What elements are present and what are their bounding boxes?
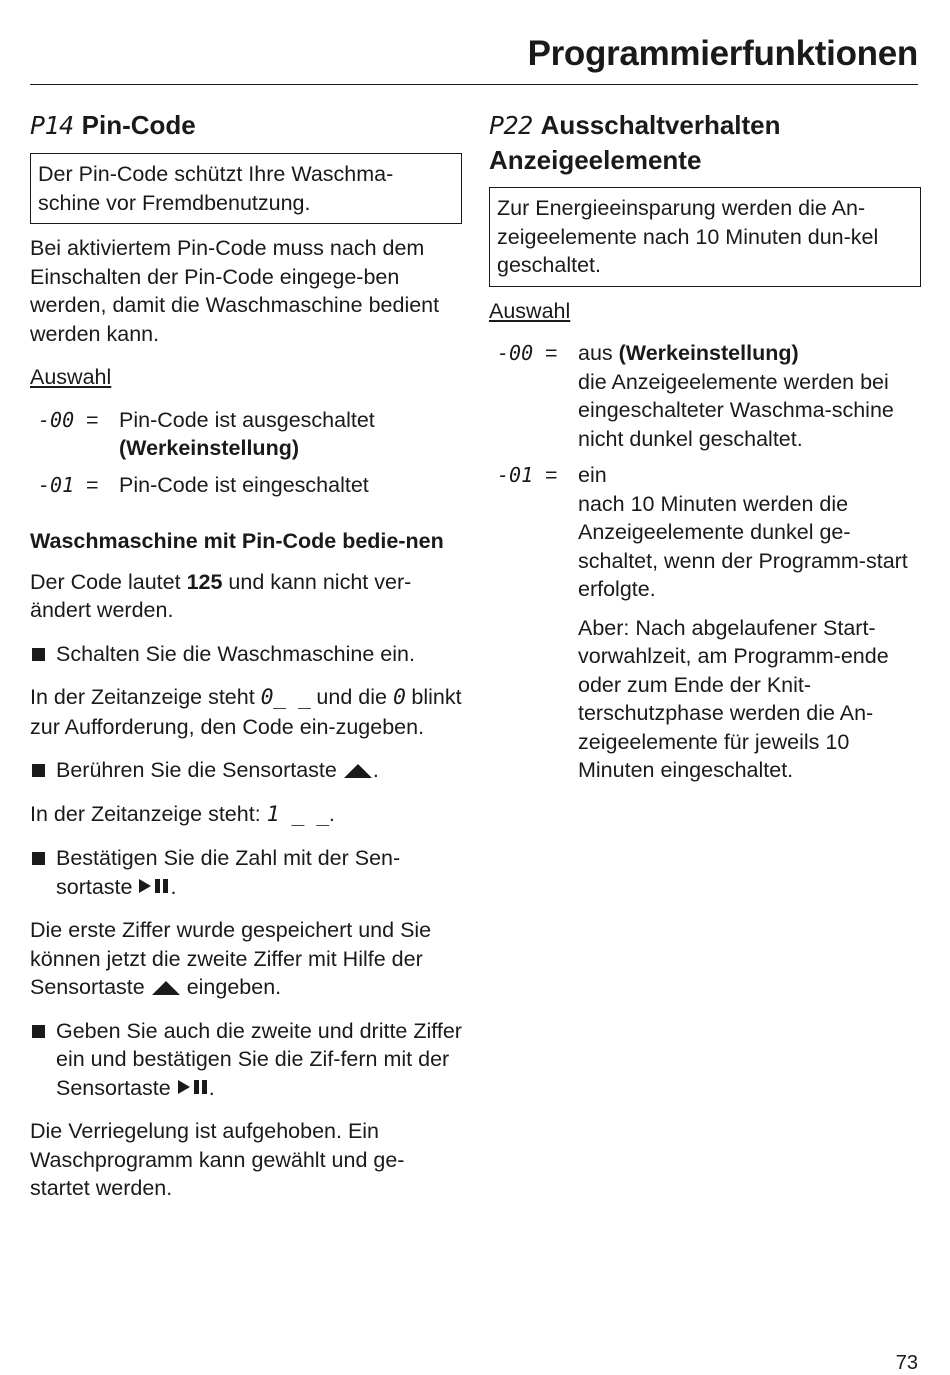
option-value: ein	[578, 463, 607, 487]
option-equals: =	[86, 407, 99, 432]
display-code: 0_ _	[260, 685, 311, 710]
option-00	[489, 339, 921, 453]
section-title-ausschaltverhalten	[489, 108, 921, 177]
display-text: In der Zeitanzeige steht:	[30, 801, 267, 826]
bullet-square-icon	[32, 648, 45, 661]
option-value: aus	[578, 341, 619, 365]
step-text	[56, 844, 462, 901]
subheading: Waschmaschine mit Pin-Code bedie-nen	[30, 529, 444, 553]
code-paragraph	[30, 568, 462, 625]
display-paragraph	[30, 800, 462, 830]
option-description: nach 10 Minuten werden die Anzeigeelemente dunkel ge-schaltet, wenn der Programm-start erfolgte.	[578, 491, 908, 601]
triangle-up-icon	[151, 979, 181, 997]
option-01	[489, 461, 921, 795]
code-text: Der Code lautet	[30, 569, 187, 594]
display-text: und die	[310, 685, 393, 709]
bullet-square-icon	[32, 764, 45, 777]
step-bullet	[30, 844, 462, 901]
option-default-note: (Werkeinstellung)	[618, 341, 799, 365]
option-code: -00	[497, 341, 534, 365]
play-pause-icon	[177, 1079, 209, 1095]
bullet-square-icon	[32, 852, 45, 865]
info-box: Der Pin-Code schützt Ihre Waschma-schine vor Fremdbenutzung.	[30, 153, 462, 224]
section-title-pin-code	[30, 108, 462, 143]
option-default-note: (Werkeinstellung)	[119, 436, 299, 460]
option-equals: =	[545, 341, 558, 365]
option-code: -01	[38, 472, 75, 497]
option-text	[119, 406, 462, 463]
section-title-text-line2: Anzeigeelemente	[489, 145, 702, 175]
bullet-square-icon	[32, 1025, 45, 1038]
option-code: -00	[38, 407, 75, 432]
display-text: .	[328, 801, 335, 826]
auswahl-label: Auswahl	[30, 365, 112, 389]
step-bullet	[30, 640, 462, 669]
page-number: 73	[895, 1352, 918, 1374]
stored-paragraph	[30, 916, 462, 1002]
display-text: blinkt zur Aufforderung, den Code ein-zugeben.	[30, 685, 462, 739]
stored-text: eingeben.	[180, 975, 282, 999]
display-code: 1 _ _	[266, 801, 329, 827]
step-text-part: .	[170, 874, 177, 899]
section-code: P22	[489, 111, 533, 140]
option-description: die Anzeigeelemente werden bei eingeschalteter Waschma-schine nicht dunkel geschaltet.	[578, 369, 894, 451]
option-description: Pin-Code ist ausgeschaltet	[119, 407, 375, 432]
option-01	[30, 471, 462, 500]
section-title-text: Ausschaltverhalten	[540, 110, 781, 140]
step-bullet	[30, 756, 462, 785]
option-equals: =	[545, 463, 558, 487]
code-text-end: und kann nicht ver-ändert werden.	[30, 569, 412, 622]
intro-text: Bei aktiviertem Pin-Code muss nach dem Einschalten der Pin-Code eingege-ben werden, damit die Waschmaschine bedient werden kann.	[30, 236, 440, 346]
stored-text: Die erste Ziffer wurde gespeichert und Sie können jetzt die zweite Ziffer mit Hilfe der Sensortaste	[30, 918, 432, 999]
page-header-title: Programmierfunktionen	[527, 34, 918, 73]
step-text-part: Bestätigen Sie die Zahl mit der Sen-sortaste	[56, 846, 401, 899]
triangle-up-icon	[343, 762, 373, 780]
step-text-part: .	[208, 1075, 215, 1100]
display-text: In der Zeitanzeige steht	[30, 685, 261, 709]
option-description: Pin-Code ist eingeschaltet	[119, 472, 369, 497]
section-title-text: Pin-Code	[81, 110, 196, 140]
step-text: Schalten Sie die Waschmaschine ein.	[56, 641, 415, 666]
step-text-part: .	[372, 758, 379, 782]
display-paragraph	[30, 683, 462, 741]
left-column	[30, 108, 462, 1218]
header-divider	[30, 84, 918, 85]
option-code: -01	[497, 463, 534, 487]
play-pause-icon	[138, 878, 170, 894]
display-code: 0	[392, 685, 406, 710]
final-paragraph: Die Verriegelung ist aufgehoben. Ein Waschprogramm kann gewählt und ge-startet werden.	[30, 1119, 405, 1200]
option-note: Aber: Nach abgelaufener Start-vorwahlzeit, am Programm-ende oder zum Ende der Knit-terschutzphase werden die An-zeigeelemente für jeweils 10 Minuten eingeschaltet.	[578, 615, 889, 782]
step-text	[56, 1017, 462, 1103]
auswahl-label: Auswahl	[489, 298, 571, 323]
step-text-part: Geben Sie auch die zweite und dritte Ziffer ein und bestätigen Sie die Zif-fern mit der Sensortaste	[56, 1018, 462, 1100]
info-box: Zur Energieeinsparung werden die An-zeigeelemente nach 10 Minuten dun-kel geschaltet.	[489, 187, 921, 287]
step-bullet	[30, 1017, 462, 1103]
option-00	[30, 406, 462, 463]
option-equals: =	[86, 472, 99, 497]
option-text	[578, 339, 921, 453]
code-value: 125	[186, 569, 223, 594]
option-text	[578, 461, 921, 795]
right-column	[489, 108, 921, 803]
step-text-part: Berühren Sie die Sensortaste	[56, 758, 343, 782]
section-code: P14	[30, 111, 74, 140]
step-text	[56, 756, 462, 785]
